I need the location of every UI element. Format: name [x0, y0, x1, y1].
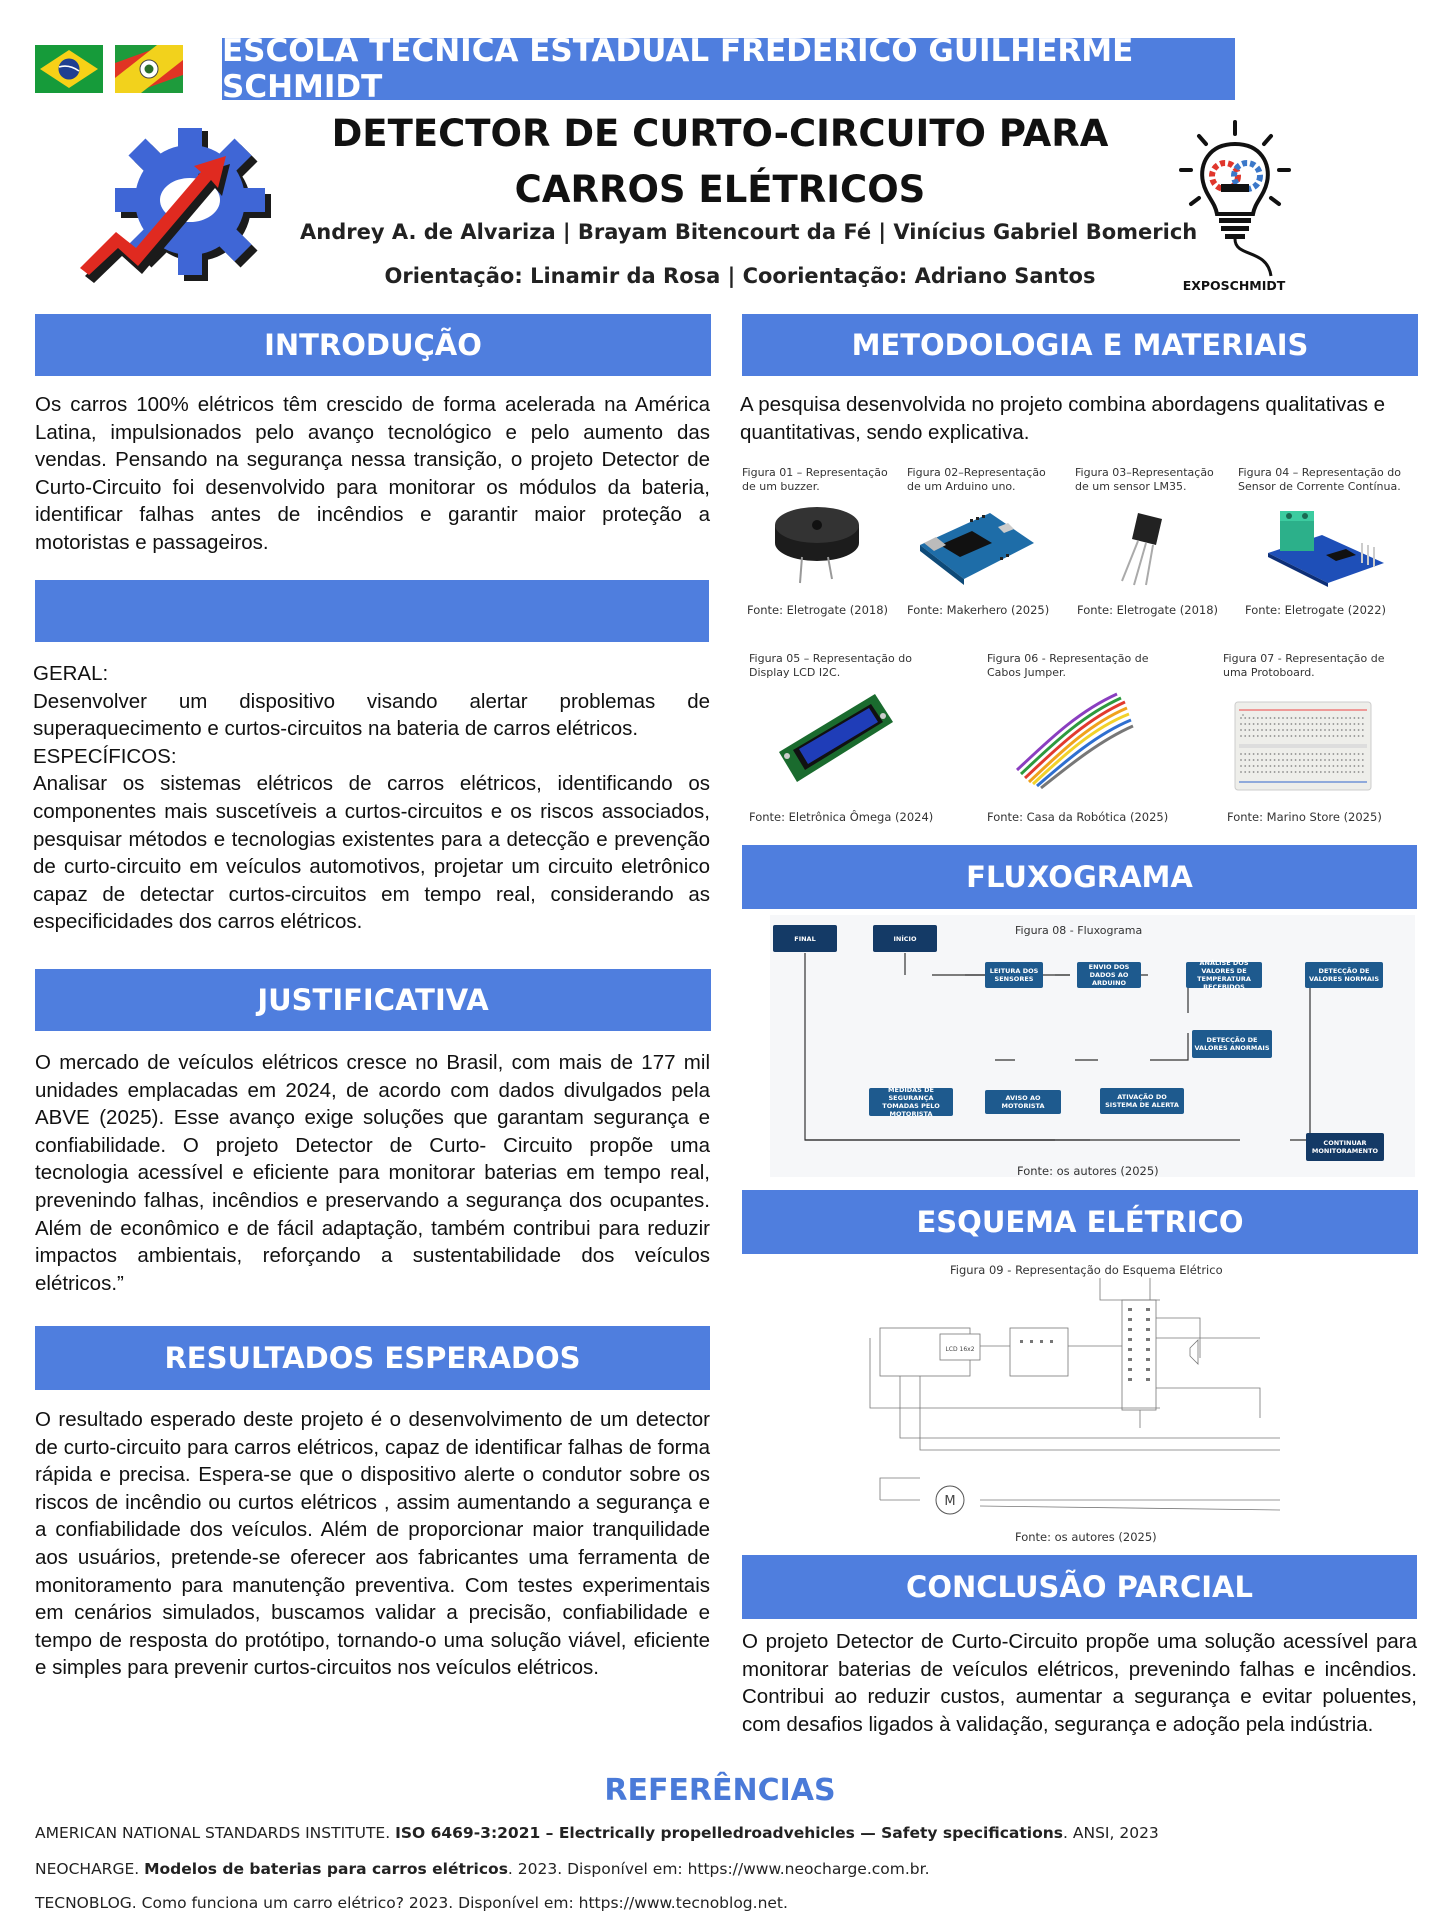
arduino-icon [910, 505, 1040, 587]
figure-06-caption: Figura 06 - Representação de Cabos Jumper. [987, 652, 1149, 679]
figure-02-source: Fonte: Makerhero (2025) [907, 603, 1050, 617]
flow-node-analise: ANÁLISE DOS VALORES DE TEMPERATURA RECEBIDOS [1186, 962, 1262, 988]
authors: Andrey A. de Alvariza | Brayam Bitencourt da Fé | Vinícius Gabriel Bomerich [300, 220, 1198, 244]
school-name: ESCOLA TÉCNICA ESTADUAL FREDERICO GUILHERME SCHMIDT [222, 33, 1134, 105]
figure-04-source: Fonte: Eletrogate (2022) [1245, 603, 1387, 617]
electrical-schematic [860, 1278, 1280, 1528]
flowchart-caption: Figura 08 - Fluxograma [1015, 924, 1143, 937]
justificativa-heading: JUSTIFICATIVA [35, 969, 711, 1031]
schematic-caption: Figura 09 - Representação do Esquema Elétrico [950, 1263, 1223, 1277]
objetivos-text [33, 660, 710, 936]
exposchmidt-label: EXPOSCHMIDT [1182, 278, 1286, 293]
lm35-icon [1108, 505, 1188, 587]
figure-05-source: Fonte: Eletrônica Ômega (2024) [749, 810, 934, 824]
flow-node-anormais: DETECÇÃO DE VALORES ANORMAIS [1192, 1030, 1272, 1058]
lcd-label: LCD 16x2 [945, 1346, 975, 1353]
flow-node-ativacao: ATIVAÇÃO DO SISTEMA DE ALERTA [1100, 1088, 1184, 1114]
flow-node-leitura: LEITURA DOS SENSORES [985, 962, 1043, 988]
flow-node-final: FINAL [773, 925, 837, 952]
figure-01-caption: Figura 01 – Representação de um buzzer. [742, 466, 888, 493]
lightbulb-gear-icon [1175, 118, 1295, 278]
flow-node-inicio: INÍCIO [873, 925, 937, 952]
school-banner [222, 33, 1235, 105]
figure-01-source: Fonte: Eletrogate (2018) [747, 603, 889, 617]
rs-flag-icon [115, 45, 183, 93]
reference-2: NEOCHARGE. Modelos de baterias para carros elétricos. 2023. Disponível em: https://www.neocharge.com.br. [35, 1860, 930, 1878]
school-gear-logo [80, 128, 290, 283]
flowchart-source: Fonte: os autores (2025) [1017, 1164, 1159, 1178]
objetivos-especificos-text: Analisar os sistemas elétricos de carros elétricos, identificando os componentes mais suscetíveis a curtos-circuitos e os riscos associados, pesquisar métodos e tecnologias existentes para a detecção e prevenção de curto-circuito em veículos automotivos, projetar um circuito eletrônico capaz de detectar curtos-circuitos em tempo real, considerando as especificidades dos carros elétricos. [33, 772, 710, 934]
flag-brazil [35, 45, 103, 93]
objetivos-heading [35, 580, 709, 642]
objetivo-geral-text: Desenvolver um dispositivo visando alertar problemas de superaquecimento e curtos-circuitos na bateria de carros elétricos. [33, 689, 710, 741]
current-sensor-icon [1262, 505, 1392, 587]
flow-node-continuar: CONTINUAR MONITORAMENTO [1306, 1133, 1384, 1161]
gear-arrow-icon [80, 128, 290, 283]
brazil-flag-icon [35, 45, 103, 93]
reference-1: AMERICAN NATIONAL STANDARDS INSTITUTE. ISO 6469-3:2021 – Electrically propelledroadvehicles — Safety specifications. ANSI, 2023 [35, 1824, 1159, 1842]
figure-07-caption: Figura 07 - Representação de uma Protoboard. [1223, 652, 1385, 679]
justificativa-text: O mercado de veículos elétricos cresce no Brasil, com mais de 177 mil unidades emplacadas em 2024, de acordo com dados divulgados pela ABVE (2025). Esse avanço exige soluções que garantam segurança e confiabilidade. O projeto Detector de Curto- Circuito propõe uma tecnologia acessível e eficiente para monitorar baterias em tempo real, prevenindo falhas, incêndios e preservando a segurança dos ocupantes. Além de econômico e de fácil adaptação, também contribui para reduzir impactos ambientais, reforçando a sustentabilidade dos veículos elétricos.” [35, 1051, 710, 1295]
introducao-text: Os carros 100% elétricos têm crescido de forma acelerada na América Latina, impulsionados pelo avanço tecnológico e pelo aumento das vendas. Pensando na segurança nessa transição, o projeto Detector de Curto-Circuito foi desenvolvido para monitorar os módulos da bateria, identificar falhas antes de incêndios e garantir maior proteção a motoristas e passageiros. [35, 393, 710, 554]
introducao-heading: INTRODUÇÃO [35, 314, 711, 376]
flow-node-envio: ENVIO DOS DADOS AO ARDUINO [1077, 962, 1141, 988]
figure-03-source: Fonte: Eletrogate (2018) [1077, 603, 1219, 617]
flag-rio-grande-do-sul [115, 45, 183, 93]
jumper-icon [1015, 690, 1135, 790]
conclusao-heading: CONCLUSÃO PARCIAL [742, 1555, 1417, 1619]
metodologia-text: A pesquisa desenvolvida no projeto combina abordagens qualitativas e quantitativas, sendo explicativa. [740, 393, 1386, 444]
conclusao-text: O projeto Detector de Curto-Circuito propõe uma solução acessível para monitorar baterias de veículos elétricos, prevenindo falhas e incêndios. Contribui ao reduzir custos, aumentar a segurança e evitar poluentes, com desafios ligados à validação, segurança e adoção pela indústria. [742, 1630, 1417, 1736]
figure-04-caption: Figura 04 – Representação do Sensor de Corrente Contínua. [1238, 466, 1401, 493]
figure-02-caption: Figura 02–Representação de um Arduino uno. [907, 466, 1046, 493]
figure-03-caption: Figura 03–Representação de um sensor LM35. [1075, 466, 1214, 493]
title-line-2: CARROS ELÉTRICOS [514, 168, 926, 211]
fluxograma-heading: FLUXOGRAMA [742, 845, 1417, 909]
exposchmidt-logo [1175, 118, 1295, 298]
advisors: Orientação: Linamir da Rosa | Coorientação: Adriano Santos [384, 264, 1096, 288]
protoboard-icon [1233, 700, 1373, 792]
figure-07-source: Fonte: Marino Store (2025) [1227, 810, 1382, 824]
schematic-source: Fonte: os autores (2025) [1015, 1530, 1157, 1544]
lcd-icon [775, 690, 895, 790]
motor-label: M [944, 1494, 956, 1509]
objetivo-geral-label: GERAL: [33, 662, 109, 685]
figure-05-caption: Figura 05 – Representação do Display LCD I2C. [749, 652, 912, 679]
flow-node-medidas: MEDIDAS DE SEGURANÇA TOMADAS PELO MOTORISTA [869, 1088, 953, 1116]
reference-3: TECNOBLOG. Como funciona um carro elétrico? 2023. Disponível em: https://www.tecnoblog.net. [35, 1894, 788, 1912]
buzzer-icon [762, 505, 872, 585]
metodologia-heading: METODOLOGIA E MATERIAIS [742, 314, 1418, 376]
flow-node-normais: DETECÇÃO DE VALORES NORMAIS [1305, 962, 1383, 988]
objetivos-especificos-label: ESPECÍFICOS: [33, 744, 177, 768]
resultados-heading: RESULTADOS ESPERADOS [35, 1326, 710, 1390]
resultados-text: O resultado esperado deste projeto é o desenvolvimento de um detector de curto-circuito para carros elétricos, capaz de identificar falhas de forma rápida e precisa. Espera-se que o dispositivo alerte o condutor sobre os riscos de incêndio ou curtos elétricos , assim aumentando a segurança e a confiabilidade dos veículos. Além de proporcionar maior tranquilidade aos usuários, pretende-se oferecer aos fabricantes uma ferramenta de monitoramento para manutenção preventiva. Com testes experimentais em cenários simulados, buscamos validar a precisão, confiabilidade e tempo de resposta do protótipo, tornando-o uma solução viável, eficiente e simples para prevenir curtos-circuitos nos veículos elétricos. [35, 1408, 710, 1680]
schematic-diagram [860, 1278, 1280, 1528]
referencias-heading: REFERÊNCIAS [604, 1773, 836, 1808]
title-line-1: DETECTOR DE CURTO-CIRCUITO PARA [331, 112, 1109, 155]
flow-node-aviso: AVISO AO MOTORISTA [985, 1090, 1061, 1114]
esquema-heading: ESQUEMA ELÉTRICO [742, 1190, 1418, 1254]
poster-title [300, 106, 1140, 218]
figure-06-source: Fonte: Casa da Robótica (2025) [987, 810, 1169, 824]
